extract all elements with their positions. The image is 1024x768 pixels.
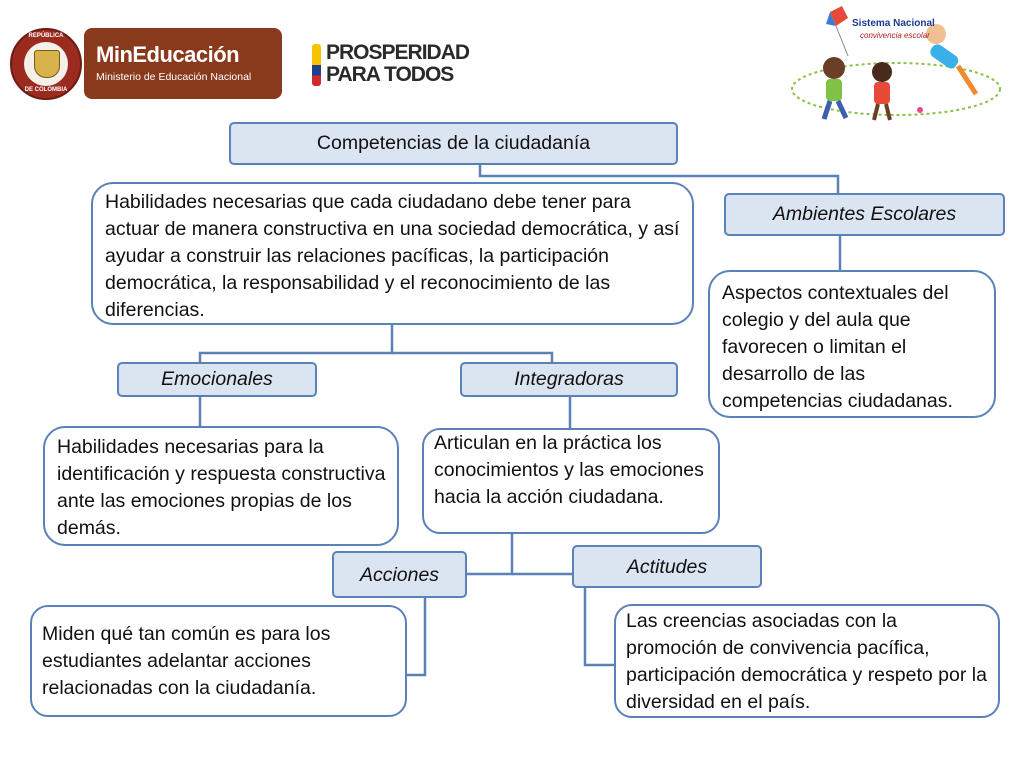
connector-integradoras-split — [466, 534, 512, 574]
definition-box — [91, 182, 694, 325]
actitudes-text: Las creencias asociadas con la promoción de convivencia pacífica, participación democrática y respeto por la diversidad en el país. — [626, 610, 987, 713]
connector-actitudes-text — [585, 587, 615, 665]
emocionales-text: Habilidades necesarias para la identificación y respuesta constructiva ante las emociones propias de los demás. — [57, 436, 386, 539]
integradoras-text: Articulan en la práctica los conocimientos y las emociones hacia la acción ciudadana. — [434, 432, 704, 508]
mineducacion-title: MinEducación — [96, 42, 240, 67]
connector-acciones-text — [407, 598, 425, 675]
actitudes-label-box — [572, 545, 762, 588]
seal-text-top: REPÚBLICA — [28, 33, 64, 39]
sistema-nacional-title: Sistema Nacional — [852, 18, 935, 29]
sistema-nacional-logo — [786, 4, 1002, 134]
ambientes-text: Aspectos contextuales del colegio y del aula que favorecen o limitan el desarrollo de las competencias ciudadanas. — [722, 282, 953, 412]
ambientes-label-box — [724, 193, 1005, 236]
coat-of-arms-icon — [34, 50, 60, 78]
emocionales-label-box — [117, 362, 317, 397]
actitudes-label: Actitudes — [626, 556, 708, 578]
seal-text-bottom: DE COLOMBIA — [24, 87, 68, 93]
flag-bar-icon — [312, 44, 321, 86]
prosperidad-line1: PROSPERIDAD — [326, 41, 470, 64]
acciones-text-box — [30, 605, 407, 717]
mineducacion-logo — [84, 28, 282, 99]
prosperidad-line2: PARA TODOS — [326, 63, 454, 86]
acciones-label-box — [332, 551, 467, 598]
integradoras-label-box — [460, 362, 678, 397]
mineducacion-subtitle: Ministerio de Educación Nacional — [96, 71, 252, 83]
connector-definition-split — [200, 325, 392, 363]
root-title: Competencias de la ciudadanía — [316, 132, 591, 154]
ambientes-label: Ambientes Escolares — [772, 203, 957, 225]
actitudes-text-box — [614, 604, 1000, 718]
colombia-seal-logo — [10, 28, 82, 100]
emocionales-text-box — [43, 426, 399, 546]
integradoras-label: Integradoras — [514, 368, 624, 390]
acciones-text: Miden qué tan común es para los estudiantes adelantar acciones relacionadas con la ciudadanía. — [42, 623, 331, 699]
acciones-label: Acciones — [359, 564, 440, 586]
definition-text: Habilidades necesarias que cada ciudadano debe tener para actuar de manera constructiva en una sociedad democrática, y así ayudar a construir las relaciones pacíficas, la participación democrática, la responsabilidad y el reconocimiento de las diferencias. — [105, 191, 680, 321]
root-title-box — [229, 122, 678, 165]
emocionales-label: Emocionales — [161, 368, 273, 390]
ambientes-text-box — [708, 270, 996, 418]
integradoras-text-box — [422, 428, 720, 534]
sistema-nacional-subtitle: convivencia escolar — [860, 31, 930, 40]
prosperidad-logo — [312, 41, 502, 91]
